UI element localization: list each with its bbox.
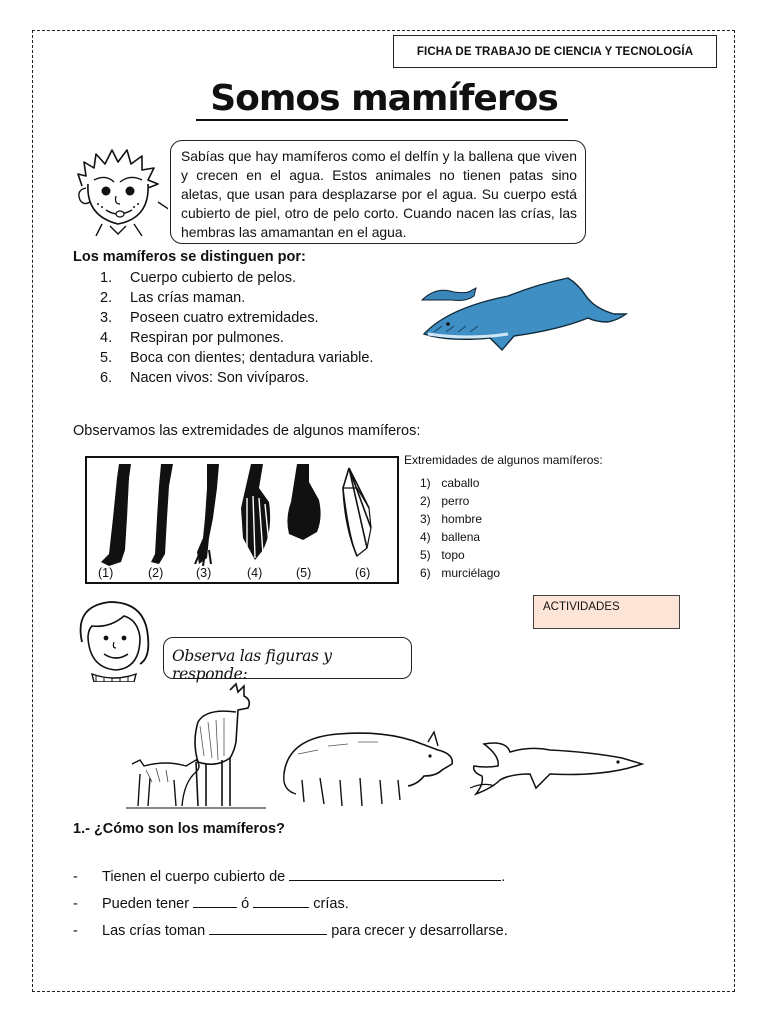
- limbs-drawing: [87, 458, 397, 582]
- list-item: 1. Cuerpo cubierto de pelos.: [100, 270, 297, 286]
- worksheet-header-label: FICHA DE TRABAJO DE CIENCIA Y TECNOLOGÍA: [416, 45, 694, 58]
- animal-list: [420, 474, 500, 582]
- limb-label: (4): [247, 566, 263, 580]
- list-item: 6. Nacen vivos: Son vivíparos.: [100, 370, 309, 386]
- limb-label: (5): [296, 566, 312, 580]
- list-item: 2) perro: [420, 494, 470, 508]
- list-item: 4. Respiran por pulmones.: [100, 330, 284, 346]
- list-item: 1) caballo: [420, 476, 480, 490]
- page-title: Somos mamíferos: [210, 78, 558, 119]
- limbs-intro: Observamos las extremidades de algunos mamíferos:: [73, 423, 421, 439]
- activities-label: ACTIVIDADES: [543, 601, 620, 613]
- girl-face-illustration: [74, 598, 154, 682]
- boy-face-illustration: [72, 144, 168, 236]
- fill-line-1: - Tienen el cuerpo cubierto de .: [73, 866, 505, 885]
- intro-text: Sabías que hay mamíferos como el delfín y la ballena que viven y crecen en el agua. Estos animales no tienen patas sino aletas, que usan para desplazarse por el agua. Su cuerpo está cubierto de piel, otro de pelo corto. Cuando nacen las crías, las hembras las amamantan en el agua.: [181, 148, 577, 240]
- limb-label: (3): [196, 566, 212, 580]
- intro-speech-bubble: [170, 140, 586, 244]
- question-1-title: 1.- ¿Cómo son los mamíferos?: [73, 821, 285, 837]
- list-item: 2. Las crías maman.: [100, 290, 246, 306]
- dolphin-illustration: [470, 736, 646, 806]
- limb-label: (1): [98, 566, 114, 580]
- prompt-text: Observa las figuras y responde:: [172, 647, 332, 683]
- features-heading: Los mamíferos se distinguen por:: [73, 249, 306, 265]
- list-item: 4) ballena: [420, 530, 481, 544]
- limbs-figure-frame: [85, 456, 399, 584]
- list-item: 5. Boca con dientes; dentadura variable.: [100, 350, 374, 366]
- answer-blank[interactable]: [209, 920, 327, 935]
- llama-illustration: [126, 682, 266, 810]
- fill-line-2: - Pueden tener ó crías.: [73, 893, 349, 912]
- limb-label: (6): [355, 566, 371, 580]
- answer-blank[interactable]: [289, 866, 501, 881]
- activities-box: [533, 595, 680, 629]
- limbs-caption: Extremidades de algunos mamíferos:: [404, 453, 603, 467]
- list-item: 6) murciélago: [420, 566, 501, 580]
- prompt-speech-bubble: [163, 637, 412, 683]
- worksheet-header-box: [393, 35, 717, 68]
- limb-label: (2): [148, 566, 164, 580]
- whale-illustration: [418, 274, 630, 356]
- list-item: 5) topo: [420, 548, 465, 562]
- title-underline: [196, 119, 568, 121]
- answer-blank[interactable]: [193, 893, 237, 908]
- limb-labels: [92, 566, 392, 584]
- fill-line-3: - Las crías toman para crecer y desarrollarse.: [73, 920, 508, 939]
- features-list: [100, 268, 373, 388]
- answer-blank[interactable]: [253, 893, 309, 908]
- list-item: 3. Poseen cuatro extremidades.: [100, 310, 319, 326]
- pig-illustration: [278, 724, 458, 810]
- list-item: 3) hombre: [420, 512, 483, 526]
